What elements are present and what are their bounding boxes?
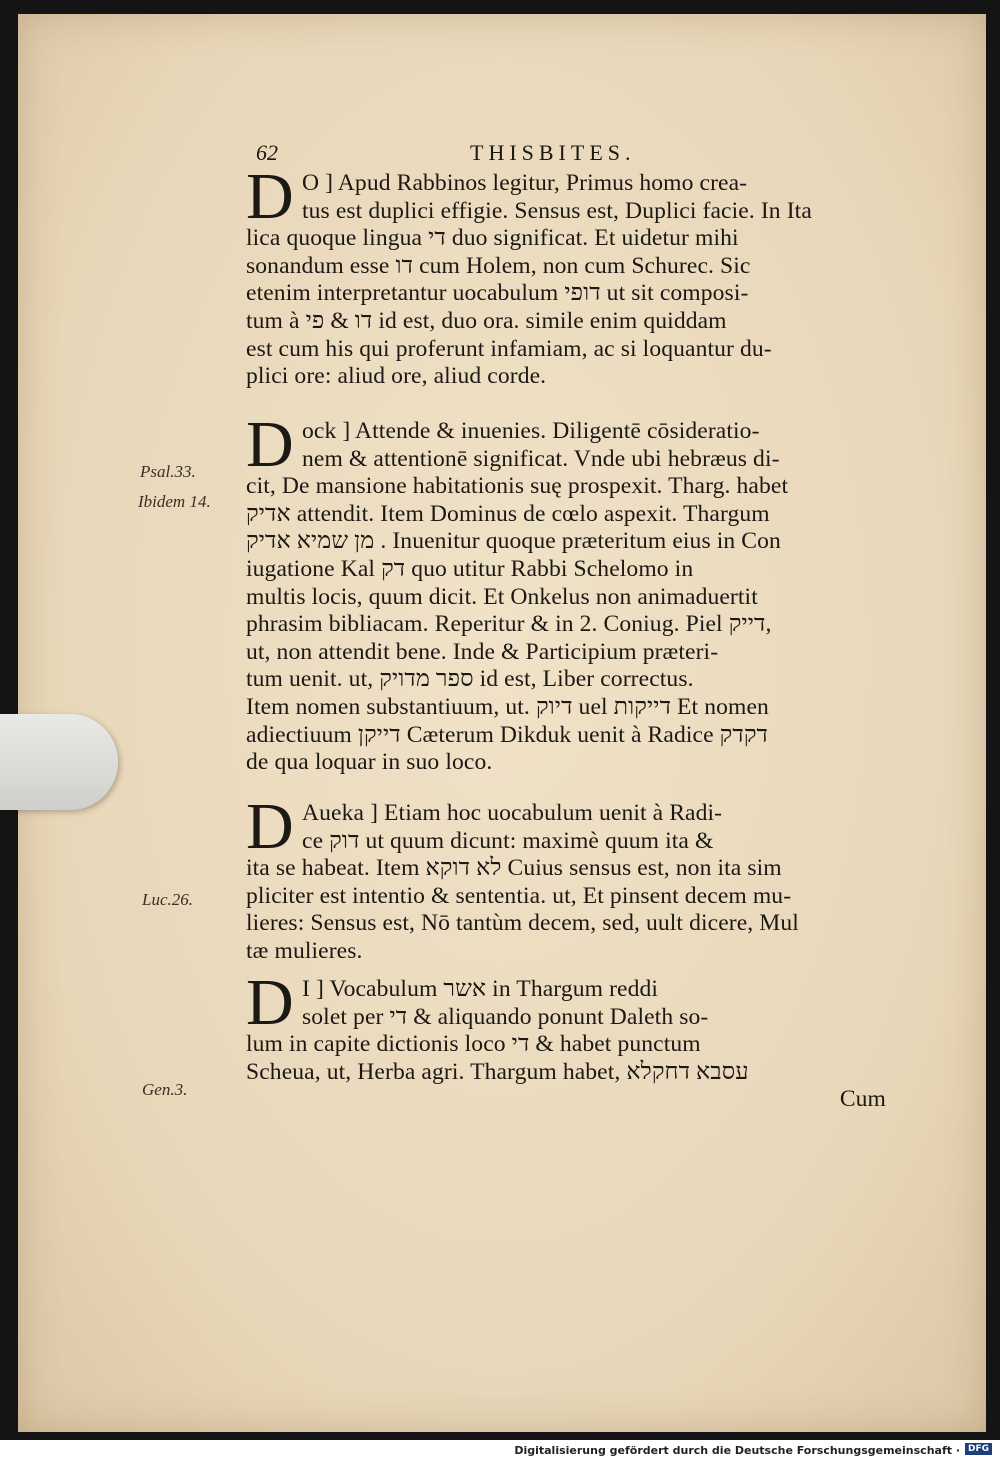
page-number: 62 bbox=[256, 140, 278, 165]
text-line: tum uenit. ut, ספר מדויק id est, Liber correctus. bbox=[246, 666, 694, 693]
text-line: de qua loquar in suo loco. bbox=[246, 749, 493, 776]
text-line: pliciter est intentio & sententia. ut, Et pinsent decem mu- bbox=[246, 882, 792, 909]
text-line: multis locis, quum dicit. Et Onkelus non animaduertit bbox=[246, 583, 758, 610]
entry-dock bbox=[246, 408, 886, 777]
text-line: מן שמיא אדיק . Inuenitur quoque præteritum eius in Con bbox=[246, 528, 781, 555]
text-line: אדיק attendit. Item Dominus de cœlo aspexit. Thargum bbox=[246, 500, 770, 527]
margin-note-ibidem: Ibidem 14. bbox=[138, 492, 211, 511]
text-line: I ] Vocabulum אשר in Thargum reddi bbox=[302, 976, 659, 1002]
text-line: etenim interpretantur uocabulum דופי ut sit composi- bbox=[246, 280, 749, 307]
text-line: ut, non attendit bene. Inde & Participium præteri- bbox=[246, 638, 719, 665]
text-line: plici ore: aliud ore, aliud corde. bbox=[246, 363, 547, 390]
text-line: cit, De mansione habitationis suę prospexit. Tharg. habet bbox=[246, 473, 789, 500]
entry-di bbox=[246, 966, 886, 1114]
text-line: Aueka ] Etiam hoc uocabulum uenit à Radi- bbox=[302, 800, 723, 826]
text-line: tum à דו & פי id est, duo ora. simile enim quiddam bbox=[246, 307, 727, 334]
margin-note-luc: Luc.26. bbox=[142, 890, 193, 909]
footer-bar bbox=[0, 1440, 1000, 1462]
text-line: O ] Apud Rabbinos legitur, Primus homo crea- bbox=[302, 170, 748, 196]
text-line: lica quoque lingua די duo significat. Et uidetur mihi bbox=[246, 225, 739, 252]
entry-do bbox=[246, 160, 886, 391]
text-line: est cum his qui proferunt infamiam, ac si loquantur du- bbox=[246, 335, 772, 362]
catchword: Cum bbox=[839, 1086, 886, 1113]
text-line: lum in capite dictionis loco די & habet punctum bbox=[246, 1031, 701, 1058]
drop-cap: D bbox=[246, 160, 294, 233]
text-line: iugatione Kal דק quo utitur Rabbi Schelomo in bbox=[246, 555, 694, 582]
text-line: Scheua, ut, Herba agri. Thargum habet, עסבא דחקלא bbox=[246, 1058, 749, 1085]
margin-note-gen: Gen.3. bbox=[142, 1080, 188, 1099]
text-line: tæ mulieres. bbox=[246, 937, 363, 964]
text-line: tus est duplici effigie. Sensus est, Duplici facie. In Ita bbox=[302, 197, 812, 224]
text-line: ita se habeat. Item לא דוקא Cuius sensus est, non ita sim bbox=[246, 855, 782, 882]
page-clip bbox=[0, 714, 118, 810]
drop-cap: D bbox=[246, 790, 294, 863]
drop-cap: D bbox=[246, 966, 294, 1039]
text-line: ce דוק ut quum dicunt: maximè quum ita & bbox=[302, 827, 714, 854]
text-line: adiectiuum דייקן Cæterum Dikduk uenit à Radice דקדק bbox=[246, 721, 768, 748]
funding-notice: Digitalisierung gefördert durch die Deutsche Forschungsgemeinschaft · bbox=[514, 1444, 960, 1457]
text-line: lieres: Sensus est, Nō tantùm decem, sed, uult dicere, Mul bbox=[246, 910, 799, 937]
margin-note-psal: Psal.33. bbox=[140, 462, 196, 481]
text-line: nem & attentionē significat. Vnde ubi hebræus di- bbox=[302, 445, 780, 472]
entry-daueka bbox=[246, 790, 886, 966]
drop-cap: D bbox=[246, 408, 294, 481]
text-line: phrasim bibliacam. Reperitur & in 2. Coniug. Piel דייק, bbox=[246, 611, 772, 638]
text-line: Item nomen substantiuum, ut. דיוק uel דייקות Et nomen bbox=[246, 693, 769, 720]
text-line: sonandum esse דו cum Holem, non cum Schurec. Sic bbox=[246, 252, 751, 279]
text-line: solet per די & aliquando ponunt Daleth so- bbox=[302, 1003, 709, 1030]
running-title: THISBITES. bbox=[470, 140, 636, 165]
text-line: ock ] Attende & inuenies. Diligentē cōsideratio- bbox=[302, 418, 760, 444]
dfg-logo: DFG bbox=[965, 1443, 992, 1455]
